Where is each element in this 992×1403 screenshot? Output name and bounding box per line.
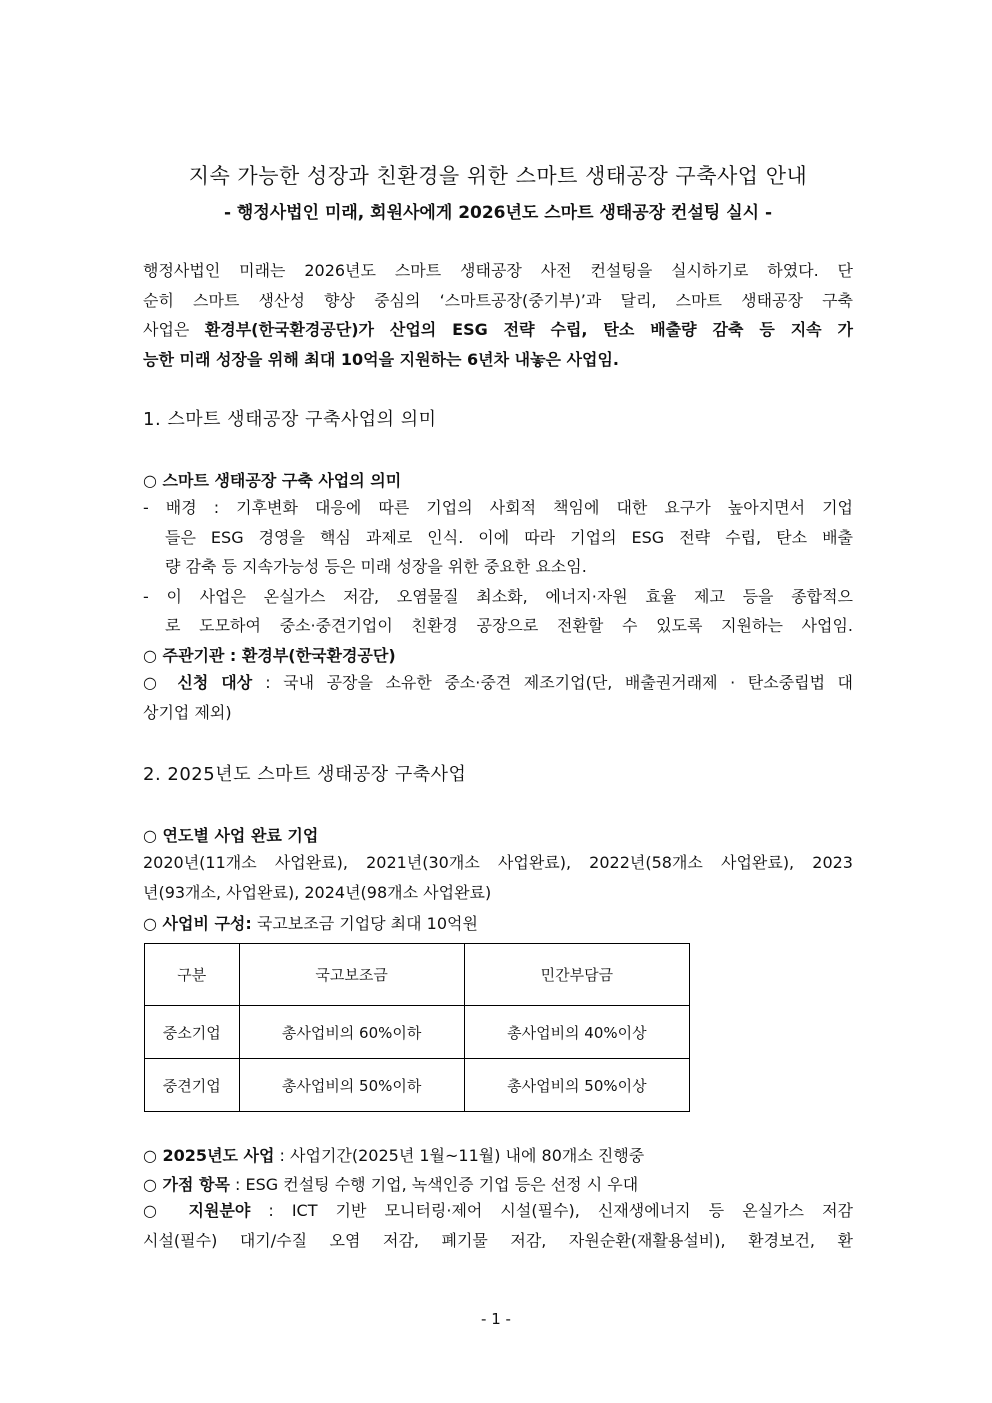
intro-emphasis: 환경부(한국환경공단)가 산업의 ESG 전략 수립, 탄소 배출량 감축 등 지속 가 <box>204 320 853 339</box>
background-paragraph: - 배경 : 기후변화 대응에 따른 기업의 사회적 책임에 대한 요구가 높아지면서 기업 들은 ESG 경영을 핵심 과제로 인식. 이에 따라 기업의 ESG 전략 수립, 탄소 배출 량 감축 등 지속가능성 등은 미래 성장을 위한 중요한 요소임. - 이 사업은 온실가스 저감, 오염물질 최소화, 에너지·자원 효율 제고 등을 종합적으 로 도모하여 중소·중견기업이 친환경 공장으로 전환할 수 있도록 지원하는 사업임. <box>143 498 853 635</box>
cost-line: ○ 사업비 구성: 국고보조금 기업당 최대 10억원 <box>143 914 478 933</box>
table-header-cell: 민간부담금 <box>464 944 689 1006</box>
page-number: - 1 - <box>481 1310 511 1328</box>
document-subtitle: - 행정사법인 미래, 회원사에게 2026년도 스마트 생태공장 컨설팅 실시 - <box>223 203 773 223</box>
document-title: 지속 가능한 성장과 친환경을 위한 스마트 생태공장 구축사업 안내 <box>188 164 808 188</box>
table-header-cell: 구분 <box>145 944 240 1006</box>
bullet-heading: ○ 연도별 사업 완료 기업 <box>143 826 319 845</box>
section-heading: 2. 2025년도 스마트 생태공장 구축사업 <box>143 764 467 785</box>
section-heading: 1. 스마트 생태공장 구축사업의 의미 <box>143 409 437 430</box>
intro-paragraph <box>143 256 853 374</box>
business-2025-line: ○ 2025년도 사업 : 사업기간(2025년 1월~11월) 내에 80개소 진행중 <box>143 1146 645 1165</box>
bullet-heading: ○ 스마트 생태공장 구축 사업의 의미 <box>143 471 402 490</box>
intro-emphasis: 능한 미래 성장을 위해 최대 10억을 지원하는 6년차 내놓은 사업임. <box>143 349 620 369</box>
organizer-line: ○ 주관기관 : 환경부(한국환경공단) <box>143 646 396 665</box>
table-row <box>145 1006 690 1059</box>
table-cell: 총사업비의 40%이상 <box>464 1006 689 1059</box>
table-header-cell: 국고보조금 <box>239 944 464 1006</box>
intro-line: 사업은 환경부(한국환경공단)가 산업의 ESG 전략 수립, 탄소 배출량 감축 등 지속 가 <box>143 320 853 339</box>
intro-line: 행정사법인 미래는 2026년도 스마트 생태공장 사전 컨설팅을 실시하기로 하였다. 단 <box>143 261 853 280</box>
table-cell: 총사업비의 60%이하 <box>239 1006 464 1059</box>
intro-line <box>143 345 853 375</box>
bonus-line: ○ 가점 항목 : ESG 컨설팅 수행 기업, 녹색인증 기업 등은 선정 시 우대 <box>143 1175 639 1194</box>
cost-table <box>144 943 690 1112</box>
table-row <box>145 1059 690 1112</box>
support-field-paragraph: ○ 지원분야 : ICT 기반 모니터링·제어 시설(필수), 신재생에너지 등 온실가스 저감 시설(필수) 대기/수질 오염 저감, 폐기물 저감, 자원순환(재활용설비), 환경보건, 환 <box>143 1201 853 1250</box>
table-cell: 중견기업 <box>145 1059 240 1112</box>
target-paragraph: ○ 신청 대상 : 국내 공장을 소유한 중소·중견 제조기업(단, 배출권거래제 · 탄소중립법 대 상기업 제외) <box>143 673 854 722</box>
table-header-row <box>145 944 690 1006</box>
intro-line: 순히 스마트 생산성 향상 중심의 ‘스마트공장(중기부)’과 달리, 스마트 생태공장 구축 <box>143 290 853 310</box>
table-cell: 중소기업 <box>145 1006 240 1059</box>
table-cell: 총사업비의 50%이상 <box>464 1059 689 1112</box>
years-paragraph: 2020년(11개소 사업완료), 2021년(30개소 사업완료), 2022년(58개소 사업완료), 2023 년(93개소, 사업완료), 2024년(98개소 사업완료) <box>143 853 853 902</box>
table-cell: 총사업비의 50%이하 <box>239 1059 464 1112</box>
